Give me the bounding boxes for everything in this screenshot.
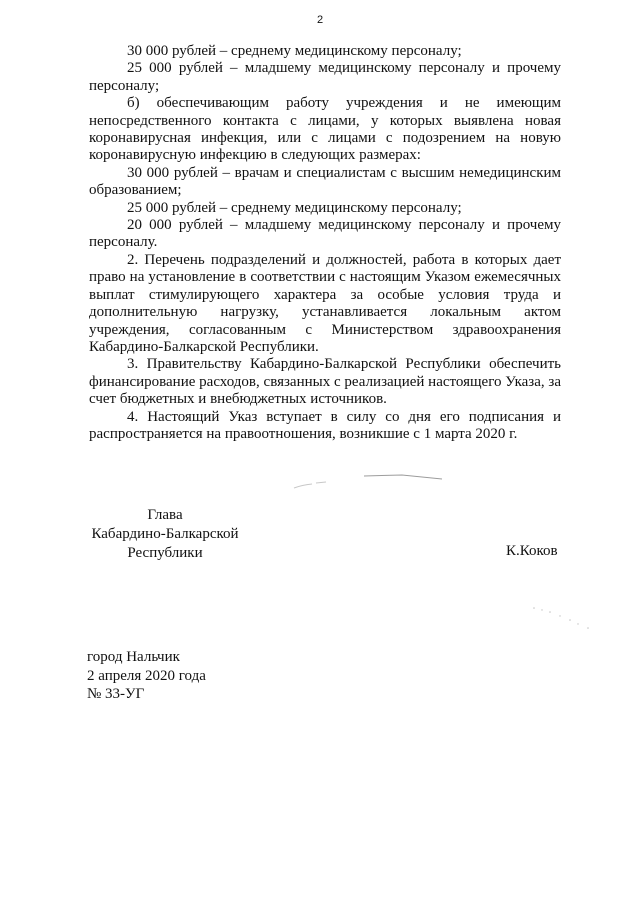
signatory-title-line: Республики [127, 545, 203, 561]
signatory-title-line: Кабардино-Балкарской [91, 526, 239, 542]
paragraph: 20 000 рублей – младшему медицинскому персоналу и прочему персоналу. [89, 217, 561, 251]
document-body [89, 43, 561, 443]
paragraph: б) обеспечивающим работу учреждения и не имеющим непосредственного контакта с лицами, у которых выявлена новая коронавирусная инфекция, или с лицами с подозрением на новую коронавирусную инфекцию в следующих размерах: [89, 95, 561, 164]
decree-number: № 33-УГ [87, 686, 145, 702]
paragraph: 30 000 рублей – врачам и специалистам с высшим немедицинским образованием; [89, 164, 561, 199]
paragraph: 30 000 рублей – среднему медицинскому персоналу; [127, 43, 462, 59]
city: город Нальчик [87, 649, 180, 665]
scan-mark-dots [530, 600, 600, 640]
paragraph: 3. Правительству Кабардино-Балкарской Республики обеспечить финансирование расходов, связанных с реализацией настоящего Указа, за счет бюджетных и внебюджетных источников. [89, 356, 561, 408]
date: 2 апреля 2020 года [87, 667, 206, 684]
paragraph: 2. Перечень подразделений и должностей, работа в которых дает право на установление в соответствии с настоящим Указом ежемесячных выплат стимулирующего характера за особые условия труда и дополнительную нагрузку, устанавливается локальным актом учреждения, согласованным с Министерством здравоохранения Кабардино-Балкарской Республики. [89, 251, 561, 355]
signatory-title [90, 506, 240, 563]
paragraph: 4. Настоящий Указ вступает в силу со дня его подписания и распространяется на правоотношения, возникшие с 1 марта 2020 г. [89, 408, 561, 442]
page-number: 2 [316, 14, 324, 26]
scan-mark-separator [292, 470, 452, 492]
paragraph: 25 000 рублей – среднему медицинскому персоналу; [127, 199, 462, 216]
paragraph: 25 000 рублей – младшему медицинскому персоналу и прочему персоналу; [89, 60, 561, 94]
signatory-title-line: Глава [147, 507, 183, 523]
signatory-name: К.Коков [506, 543, 558, 559]
place-date-block [87, 648, 206, 704]
